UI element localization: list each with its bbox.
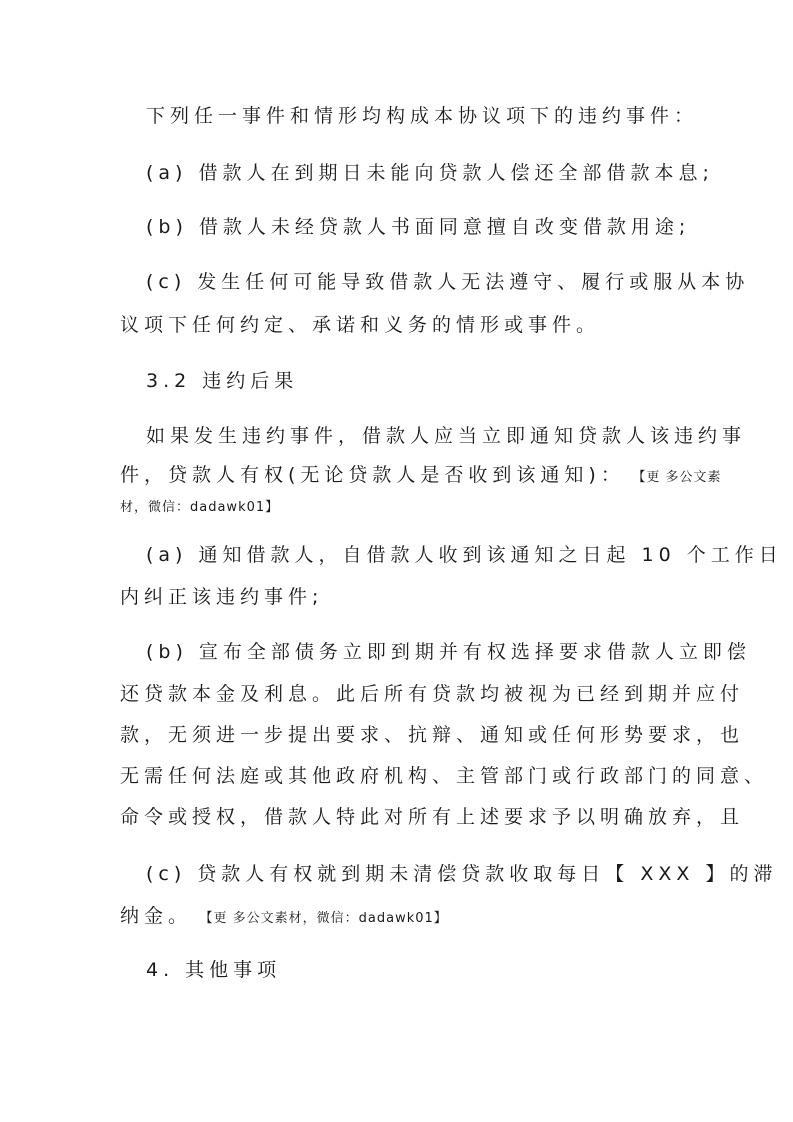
section-heading-4: 4. 其他事项 xyxy=(146,959,282,981)
clause-c-line1: (c) 发生任何可能导致借款人无法遵守、履行或服从本协 xyxy=(146,271,750,293)
promo-text-2: 【更 多公文素材，微信：dadawk01】 xyxy=(206,911,448,926)
section-heading-3-2: 3.2 违约后果 xyxy=(146,370,299,392)
promo-text-1a: 【更 多公文素 xyxy=(638,470,722,485)
consequence-para-line1: 如果发生违约事件，借款人应当立即通知贷款人该违约事 xyxy=(146,425,747,447)
consequence-para-line2 xyxy=(120,463,721,490)
promo-text-1b: 材，微信：dadawk01】 xyxy=(120,500,280,515)
clause-b: (b) 借款人未经贷款人书面同意擅自改变借款用途; xyxy=(146,216,691,238)
remedy-b-line3: 款，无须进一步提出要求、抗辩、通知或任何形势要求，也 xyxy=(120,724,745,746)
remedy-a-line2: 内纠正该违约事件; xyxy=(120,586,324,608)
remedy-b-line1: (b) 宣布全部债务立即到期并有权选择要求借款人立即偿 xyxy=(146,641,751,663)
remedy-c-text: 纳金。 xyxy=(120,905,193,927)
clause-c-line2: 议项下任何约定、承诺和义务的情形或事件。 xyxy=(120,314,601,336)
remedy-b-line5: 命令或授权，借款人特此对所有上述要求予以明确放弃，且 xyxy=(120,806,745,828)
remedy-c-line2 xyxy=(120,904,448,931)
remedy-b-line4: 无需任何法庭或其他政府机构、主管部门或行政部门的同意、 xyxy=(120,765,769,787)
remedy-a-line1: (a) 通知借款人，自借款人收到该通知之日起 10 个工作日 xyxy=(146,544,783,566)
remedy-b-line2: 还贷款本金及利息。此后所有贷款均被视为已经到期并应付 xyxy=(120,683,745,705)
paragraph-event-intro: 下列任一事件和情形均构成本协议项下的违约事件： xyxy=(146,105,699,127)
clause-a: (a) 借款人在到期日未能向贷款人偿还全部借款本息; xyxy=(146,162,714,184)
remedy-c-line1: (c) 贷款人有权就到期未清偿贷款收取每日【 XXX 】的滞 xyxy=(146,863,778,885)
consequence-para-text: 件，贷款人有权(无论贷款人是否收到该通知)： xyxy=(120,464,625,486)
